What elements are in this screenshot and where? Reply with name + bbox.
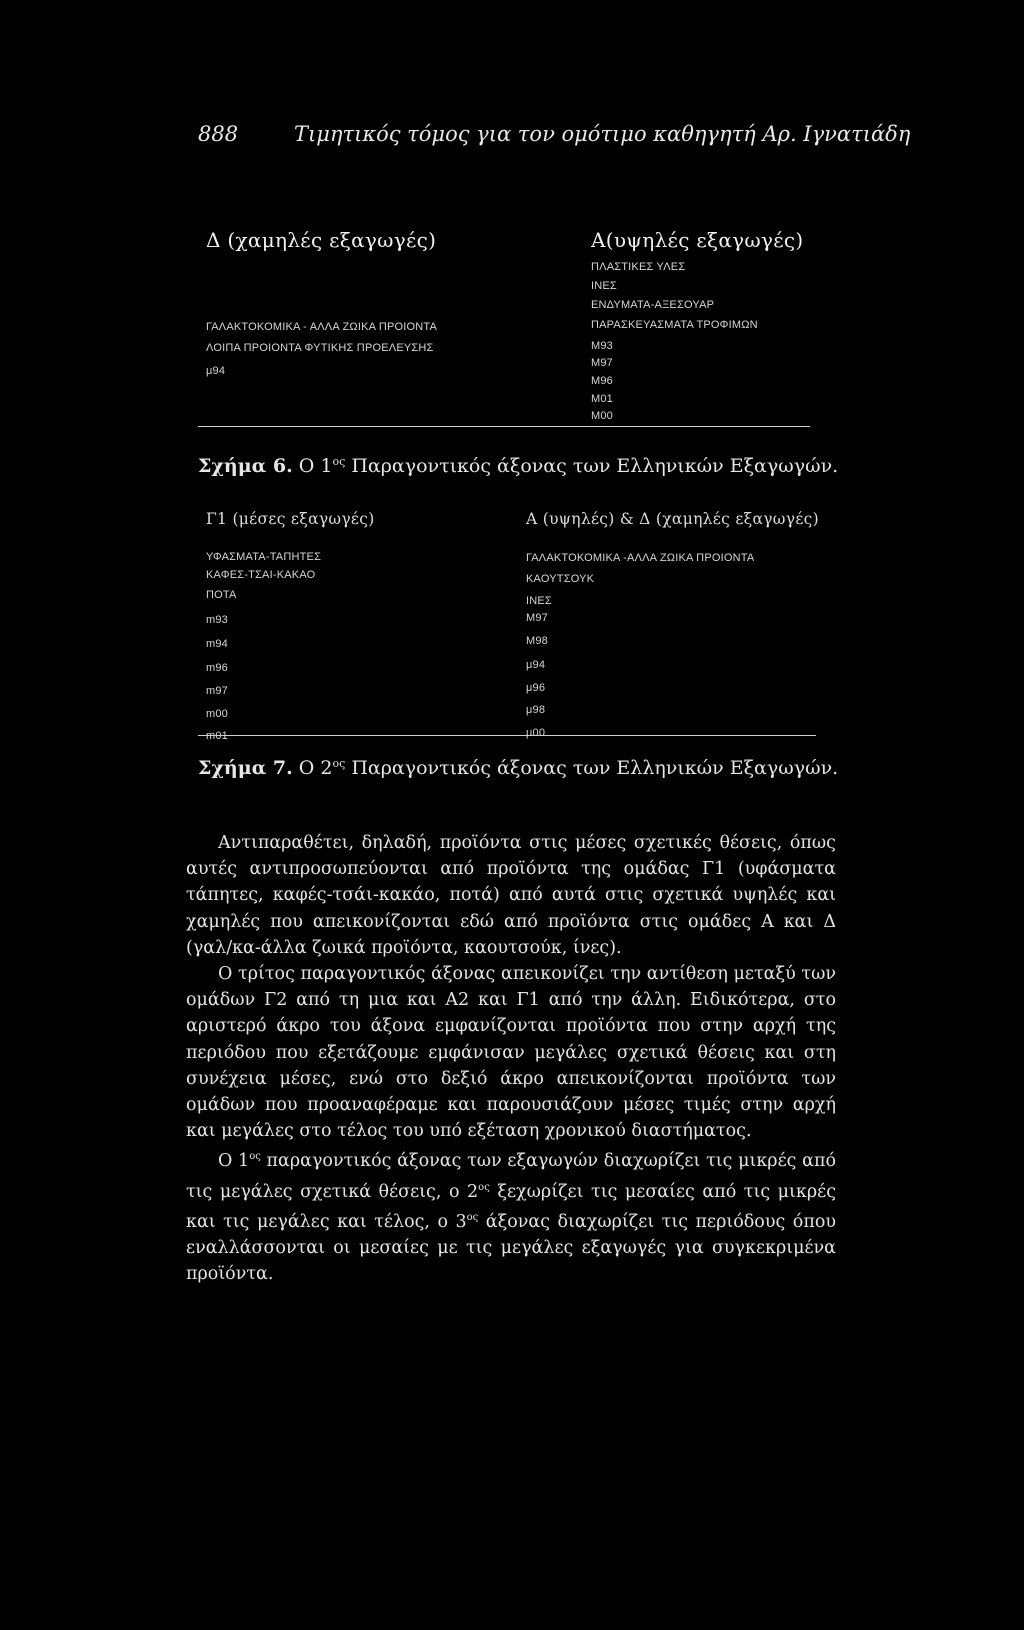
figure-7-left-item: ΥΦΑΣΜΑΤΑ-ΤΑΠΗΤΕΣ <box>206 551 322 563</box>
figure-6-right-item: M93 <box>591 340 613 352</box>
paragraph <box>186 1144 836 1287</box>
figure-7-right-item: μ96 <box>526 682 546 694</box>
figure-7-left-item: ΠΟΤΑ <box>206 589 237 601</box>
figure-7-caption-text: Παραγοντικός άξονας των Ελληνικών Εξαγωγών. <box>345 757 839 779</box>
figure-7-right-item: ΚΑΟΥΤΣΟΥΚ <box>526 573 595 585</box>
figure-7-divider <box>198 735 816 736</box>
figure-6-right-item: M96 <box>591 375 613 387</box>
figure-6-right-column <box>591 228 841 422</box>
figure-7-caption <box>198 757 838 779</box>
figure-7-left-item: ΚΑΦΕΣ-ΤΣΑΙ-ΚΑΚΑΟ <box>206 569 316 581</box>
figure-6-caption-text: Παραγοντικός άξονας των Ελληνικών Εξαγωγών. <box>345 455 839 477</box>
figure-7-right-item: μ94 <box>526 659 546 671</box>
figure-6-left-item: ΓΑΛΑΚΤΟΚΟΜΙΚΑ - ΑΛΛΑ ΖΩΙΚΑ ΠΡΟΙΟΝΤΑ <box>206 321 438 333</box>
figure-6-caption <box>198 455 838 477</box>
paragraph: Αντιπαραθέτει, δηλαδή, προϊόντα στις μέσες σχετικές θέσεις, όπως αυτές αντιπροσωπεύονται από προϊόντα της ομάδας Γ1 (υφάσματα τάπητες, καφές-τσάι-κακάο, ποτά) από αυτά στις σχετικά υψηλές και χαμηλές που απεικονίζονται εδώ από προϊόντα στις ομάδες Α και Δ (γαλ/κα-άλλα ζωικά προϊόντα, καουτσούκ, ίνες). <box>186 833 836 958</box>
paragraph: Ο τρίτος παραγοντικός άξονας απεικονίζει την αντίθεση μεταξύ των ομάδων Γ2 από τη μια και Α2 και Γ1 από την άλλη. Ειδικότερα, στο αριστερό άκρο του άξονα εμφανίζονται προϊόντα που στην αρχή της περιόδου που εξετάζουμε εμφάνισαν μεγάλες σχετικά θέσεις και στη συνέχεια μέσες, ενώ στο δεξιό άκρο απεικονίζονται προϊόντα των ομάδων που προαναφέραμε και παρουσιάζουν μέσες τιμές στην αρχή και μεγάλες στο τέλος του υπό εξέταση χρονικού διαστήματος. <box>186 964 836 1142</box>
ordinal-sup: ος <box>478 1181 490 1193</box>
figure-7-left-title: Γ1 (μέσες εξαγωγές) <box>206 510 375 528</box>
figure-7-caption-label: Σχήμα 7. <box>198 757 293 779</box>
figure-7-right-item: ΓΑΛΑΚΤΟΚΟΜΙΚΑ -ΑΛΛΑ ΖΩΙΚΑ ΠΡΟΙΟΝΤΑ <box>526 552 755 564</box>
figure-6-right-title: Α(υψηλές εξαγωγές) <box>591 228 804 252</box>
figure-7-caption-sup: ος <box>332 757 346 770</box>
figure-6-caption-label: Σχήμα 6. <box>198 455 293 477</box>
figure-7-right-title: Α (υψηλές) & Δ (χαμηλές εξαγωγές) <box>526 510 819 528</box>
body-text <box>186 830 836 1287</box>
paragraph-fragment: ξεχωρίζει τις μεσαίες από τις μικρές και τις μεγάλες και τέλος, ο 3 <box>186 1181 836 1232</box>
figure-7-left-column <box>206 510 456 742</box>
figure-6-right-item: M00 <box>591 410 613 422</box>
figure-6-left-column <box>206 228 496 377</box>
figure-7-right-item: μ98 <box>526 704 546 716</box>
figure-7-left-item: m01 <box>206 730 228 742</box>
paragraph-fragment: Ο 1 <box>218 1151 250 1172</box>
figure-6-right-item: ΠΑΡΑΣΚΕΥΑΣΜΑΤΑ ΤΡΟΦΙΜΩΝ <box>591 319 758 331</box>
figure-6-caption-pre: Ο 1 <box>292 455 333 477</box>
figure-7-right-column <box>526 510 836 739</box>
figure-7-left-item: m97 <box>206 685 228 697</box>
figure-7-right-item: M97 <box>526 612 548 624</box>
figure-7-right-item: M98 <box>526 635 548 647</box>
figure-6-left-title: Δ (χαμηλές εξαγωγές) <box>206 228 437 252</box>
figure-7-caption-pre: Ο 2 <box>292 757 333 779</box>
figure-7-right-item: ΙΝΕΣ <box>526 595 552 607</box>
ordinal-sup: ος <box>466 1211 479 1223</box>
running-title: Τιμητικός τόμος για τον ομότιμο καθηγητή Αρ. Ιγνατιάδη <box>294 122 911 146</box>
figure-6-right-item: M01 <box>591 393 613 405</box>
figure-7-right-item: μ00 <box>526 727 546 739</box>
running-head <box>198 122 911 146</box>
figure-6-left-item: ΛΟΙΠΑ ΠΡΟΙΟΝΤΑ ΦΥΤΙΚΗΣ ΠΡΟΕΛΕΥΣΗΣ <box>206 342 434 354</box>
figure-6-right-item: M97 <box>591 357 613 369</box>
figure-6-right-item: ΙΝΕΣ <box>591 280 617 292</box>
figure-6-right-item: ΠΛΑΣΤΙΚΕΣ ΥΛΕΣ <box>591 261 686 273</box>
paragraph-fragment: άξονας διαχωρίζει τις περιόδους όπου εναλλάσσονται οι μεσαίες με τις μεγάλες εξαγωγές για συγκεκριμένα προϊόντα. <box>186 1211 836 1285</box>
figure-7-left-item: m00 <box>206 708 228 720</box>
figure-7-left-item: m93 <box>206 614 228 626</box>
figure-7 <box>198 510 838 744</box>
figure-6-divider <box>198 426 810 427</box>
page-number: 888 <box>198 122 239 146</box>
figure-6-left-item: μ94 <box>206 365 226 377</box>
ordinal-sup: ος <box>249 1151 261 1163</box>
figure-6 <box>198 228 838 436</box>
figure-7-left-item: m96 <box>206 662 228 674</box>
figure-6-caption-sup: ος <box>332 455 346 468</box>
figure-6-right-item: ΕΝΔΥΜΑΤΑ-ΑΞΕΣΟΥΑΡ <box>591 299 715 311</box>
paragraph-fragment: παραγοντικός άξονας των εξαγωγών διαχωρίζει τις μικρές από τις μεγάλες σχετικά θέσεις, ο 2 <box>186 1151 837 1202</box>
figure-7-left-item: m94 <box>206 638 228 650</box>
